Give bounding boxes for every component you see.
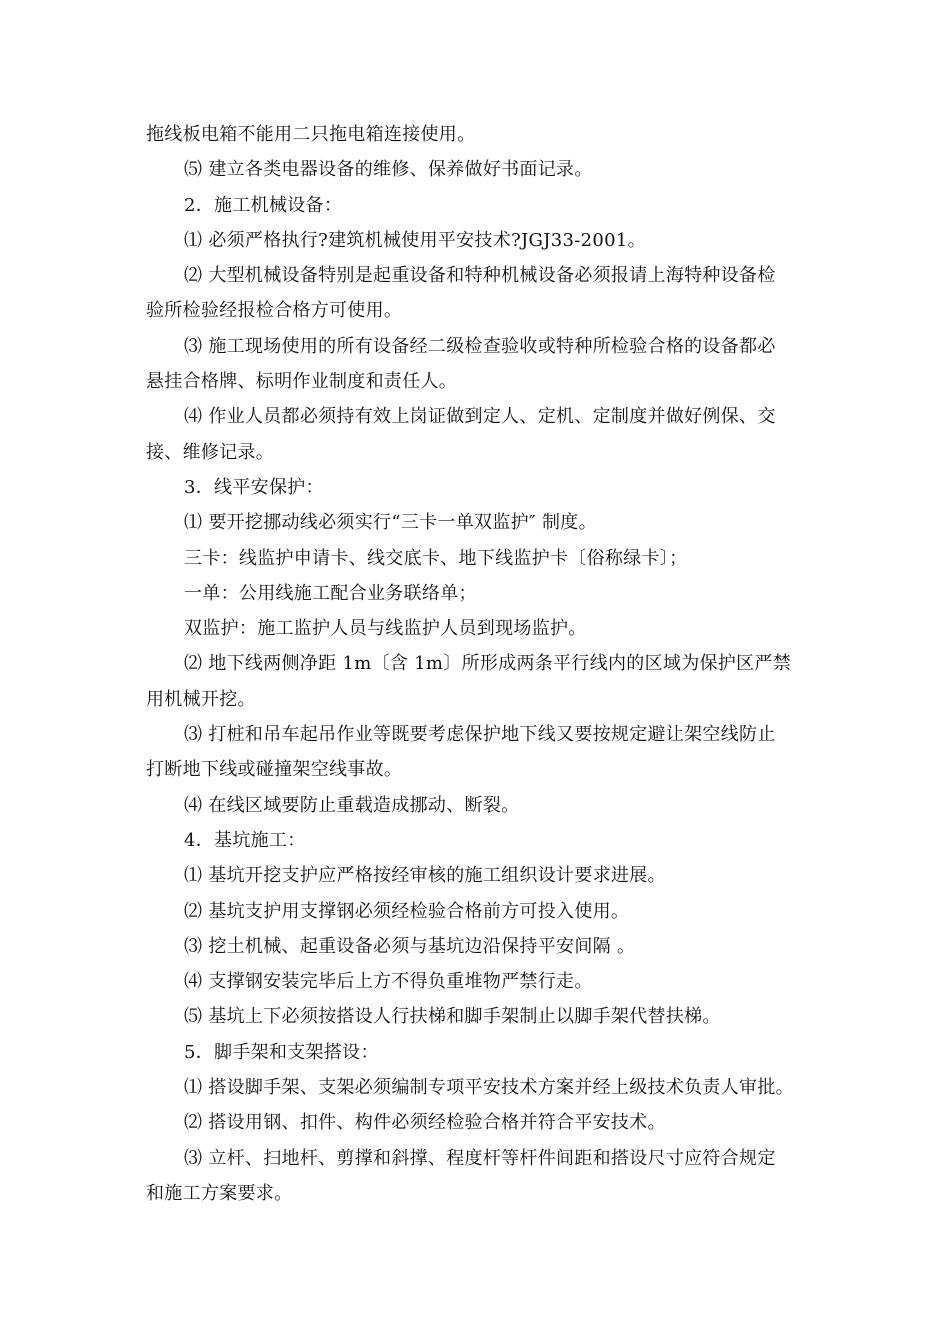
- text-line: ⑵ 大型机械设备特别是起重设备和特种机械设备必须报请上海特种设备检: [184, 265, 776, 287]
- text-line: 悬挂合格牌、标明作业制度和责任人。: [146, 371, 458, 393]
- text-line: 三卡：线监护申请卡、线交底卡、地下线监护卡〔俗称绿卡〕；: [184, 547, 688, 569]
- text-line: 2．施工机械设备：: [184, 194, 343, 216]
- text-line: 拖线板电箱不能用二只拖电箱连接使用。: [146, 124, 476, 145]
- text-line: ⑷ 在线区域要防止重载造成挪动、断裂。: [184, 794, 520, 816]
- text-line: ⑴ 要开挖挪动线必须实行“三卡一单双监护″ 制度。: [184, 512, 597, 534]
- text-line: ⑸ 建立各类电器设备的维修、保养做好书面记录。: [184, 159, 593, 181]
- text-line: ⑶ 挖土机械、起重设备必须与基坑边沿保持平安间隔 。: [184, 935, 636, 957]
- text-line: 4．基坑施工：: [184, 829, 306, 851]
- text-line: ⑴ 基坑开挖支护应严格按经审核的施工组织设计要求进展。: [184, 865, 666, 887]
- text-line: 一单：公用线施工配合业务联络单；: [184, 582, 477, 604]
- text-line: ⑶ 打桩和吊车起吊作业等既要考虑保护地下线又要按规定避让架空线防止: [184, 724, 776, 746]
- text-line: 验所检验经报检合格方可使用。: [146, 300, 403, 322]
- text-line: 3．线平安保护：: [184, 476, 324, 498]
- document-body: [146, 117, 816, 1211]
- text-line: ⑸ 基坑上下必须按搭设人行扶梯和脚手架制止以脚手架代替扶梯。: [184, 1006, 721, 1028]
- text-line: 双监护：施工监护人员与线监护人员到现场监护。: [184, 618, 587, 640]
- text-line: ⑴ 必须严格执行?建筑机械使用平安技术?JGJ33-2001。: [184, 229, 646, 251]
- text-line: ⑷ 支撑钢安装完毕后上方不得负重堆物严禁行走。: [184, 971, 593, 993]
- text-line: 和施工方案要求。: [146, 1182, 293, 1204]
- text-line: 5．脚手架和支架搭设：: [184, 1041, 379, 1063]
- text-line: ⑷ 作业人员都必须持有效上岗证做到定人、定机、定制度并做好例保、交: [184, 406, 776, 428]
- text-line: ⑵ 地下线两侧净距 1m〔含 1m〕所形成两条平行线内的区域为保护区严禁: [184, 653, 792, 675]
- text-line: 接、维修记录。: [146, 441, 275, 463]
- text-line: ⑶ 立杆、扫地杆、剪撑和斜撑、程度杆等杆件间距和搭设尺寸应符合规定: [184, 1147, 776, 1169]
- text-line: ⑵ 基坑支护用支撑钢必须经检验合格前方可投入使用。: [184, 900, 630, 922]
- text-line: ⑵ 搭设用钢、扣件、构件必须经检验合格并符合平安技术。: [184, 1112, 666, 1134]
- text-line: 打断地下线或碰撞架空线事故。: [146, 759, 403, 781]
- text-line: ⑶ 施工现场使用的所有设备经二级检查验收或特种所检验合格的设备都必: [184, 335, 776, 357]
- text-line: ⑴ 搭设脚手架、支架必须编制专项平安技术方案并经上级技术负责人审批。: [184, 1077, 794, 1099]
- text-line: 用机械开挖。: [146, 688, 256, 710]
